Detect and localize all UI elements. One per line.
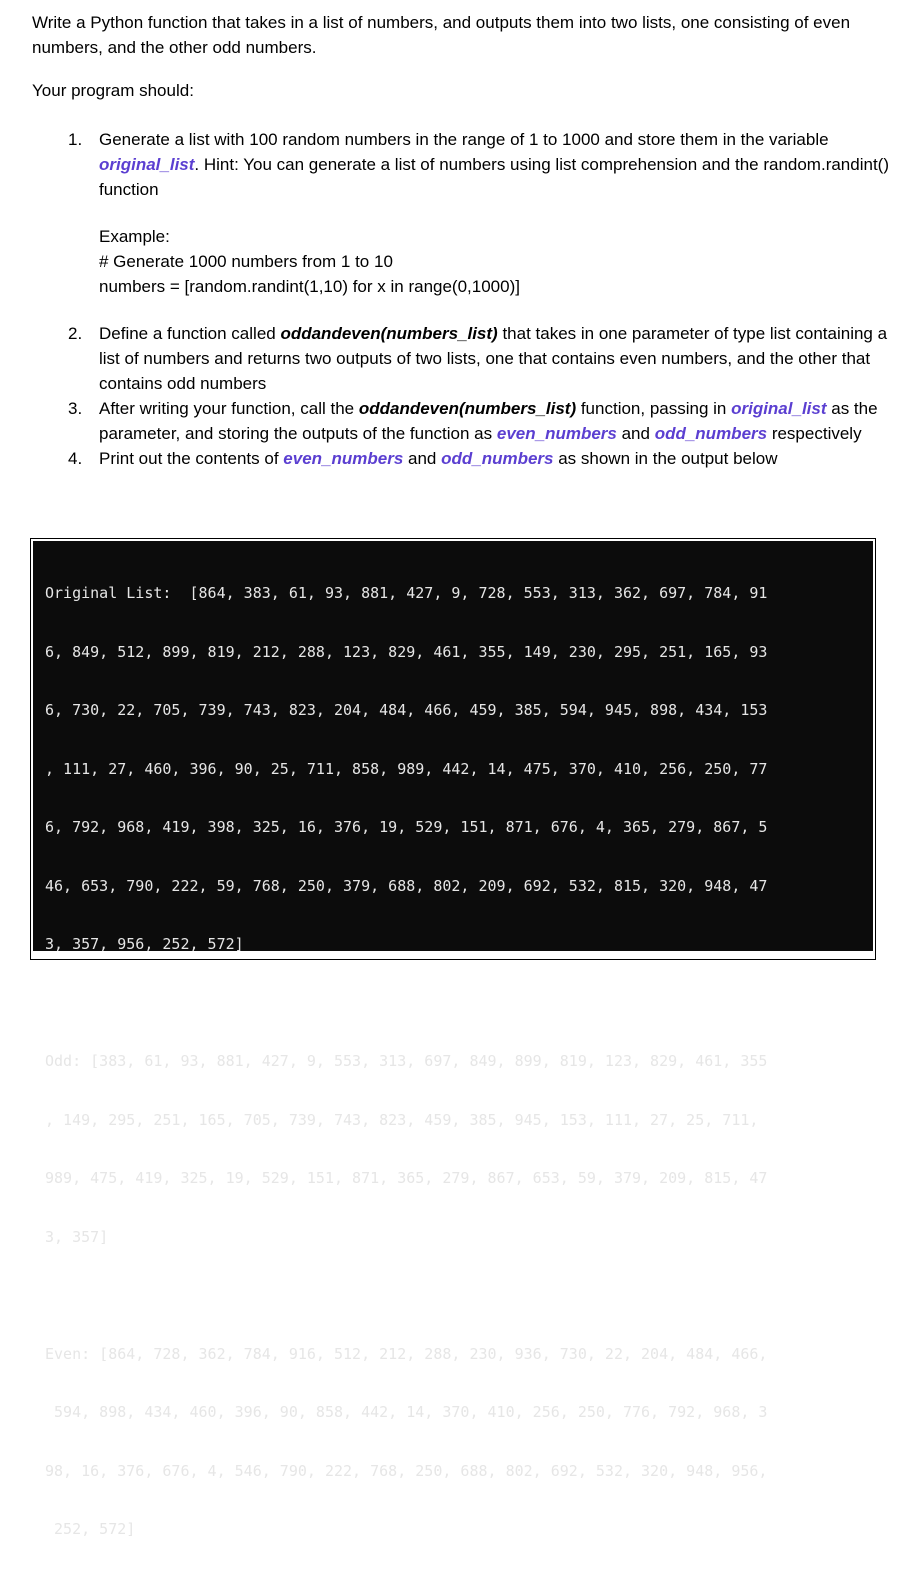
step-number: 1. [68,130,83,149]
step-text: Generate a list with 100 random numbers in the range of 1 to 1000 and store them in the variable [99,130,829,149]
step-number: 2. [68,324,83,343]
console-output [33,541,873,1538]
console-line: 594, 898, 434, 460, 396, 90, 858, 442, 14, 370, 410, 256, 250, 776, 792, 968, 3 [45,1403,768,1421]
step-number: 3. [68,399,83,418]
variable-name: even_numbers [496,424,617,443]
example-block [99,224,892,299]
console-blank-line [45,994,863,1014]
console-line: 6, 730, 22, 705, 739, 743, 823, 204, 484, 466, 459, 385, 594, 945, 898, 434, 153 [45,701,768,719]
step-text: Define a function called [99,324,281,343]
variable-name: even_numbers [283,449,404,468]
program-requirements-heading: Your program should: [32,81,194,100]
variable-name: original_list [731,399,827,418]
console-line: Original List: [864, 383, 61, 93, 881, 427, 9, 728, 553, 313, 362, 697, 784, 91 [45,584,768,602]
step-2 [32,321,892,396]
step-1 [32,127,892,299]
example-comment: # Generate 1000 numbers from 1 to 10 [99,252,393,271]
console-line: , 149, 295, 251, 165, 705, 739, 743, 823, 459, 385, 945, 153, 111, 27, 25, 711, [45,1110,759,1129]
console-line: 989, 475, 419, 325, 19, 529, 151, 871, 365, 279, 867, 653, 59, 379, 209, 815, 47 [45,1169,768,1187]
console-line: 3, 357, 956, 252, 572] [45,935,244,953]
console-output-frame [30,538,876,1538]
function-name: oddandeven(numbers_list) [280,324,498,343]
assignment-document [32,10,892,471]
console-line: , 111, 27, 460, 396, 90, 25, 711, 858, 989, 442, 14, 475, 370, 410, 256, 250, 77 [45,759,768,778]
step-4 [32,446,892,471]
step-text: After writing your function, call the [99,399,359,418]
console-line: 46, 653, 790, 222, 59, 768, 250, 379, 688, 802, 209, 692, 532, 815, 320, 948, 47 [45,876,768,895]
step-text: respectively [767,424,862,443]
step-text: function, passing in [576,399,732,418]
even-list-output [45,1306,863,1579]
step-text: Print out the contents of [99,449,284,468]
step-text: as shown in the output below [553,449,778,468]
step-text: and [616,424,655,443]
step-text: . Hint: You can generate a list of numbers using list comprehension and the random.randint() function [99,155,889,199]
console-line: 6, 849, 512, 899, 819, 212, 288, 123, 829, 461, 355, 149, 230, 295, 251, 165, 93 [45,642,768,661]
example-code: numbers = [random.randint(1,10) for x in range(0,1000)] [99,277,520,296]
example-heading: Example: [99,227,170,246]
console-line: 252, 572] [45,1520,136,1538]
console-line: 6, 792, 968, 419, 398, 325, 16, 376, 19, 529, 151, 871, 676, 4, 365, 279, 867, 5 [45,818,768,836]
steps-list [32,127,892,471]
step-text: and [403,449,442,468]
console-blank-line [45,1286,863,1306]
intro-paragraph: Write a Python function that takes in a list of numbers, and outputs them into two lists, one consisting of even numbers, and the other odd numbers. [32,13,851,57]
variable-name: original_list [99,155,195,174]
function-name: oddandeven(numbers_list) [358,399,577,418]
variable-name: odd_numbers [654,424,768,443]
console-line: Even: [864, 728, 362, 784, 916, 512, 212, 288, 230, 936, 730, 22, 204, 484, 466, [45,1344,768,1363]
console-line: 3, 357] [45,1227,109,1246]
odd-list-output [45,1013,863,1286]
step-text: as the parameter, and storing the outputs of the function as [99,399,878,443]
original-list-output [45,545,863,994]
console-line: 98, 16, 376, 676, 4, 546, 790, 222, 768, 250, 688, 802, 692, 532, 320, 948, 956, [45,1461,768,1480]
step-number: 4. [68,449,83,468]
step-text: that takes in one parameter of type list containing a list of numbers and returns two outputs of two lists, one that contains even numbers, and the other that contains odd numbers [99,324,888,393]
step-3 [32,396,892,446]
variable-name: odd_numbers [441,449,554,468]
console-line: Odd: [383, 61, 93, 881, 427, 9, 553, 313, 697, 849, 899, 819, 123, 829, 461, 355 [45,1052,768,1070]
